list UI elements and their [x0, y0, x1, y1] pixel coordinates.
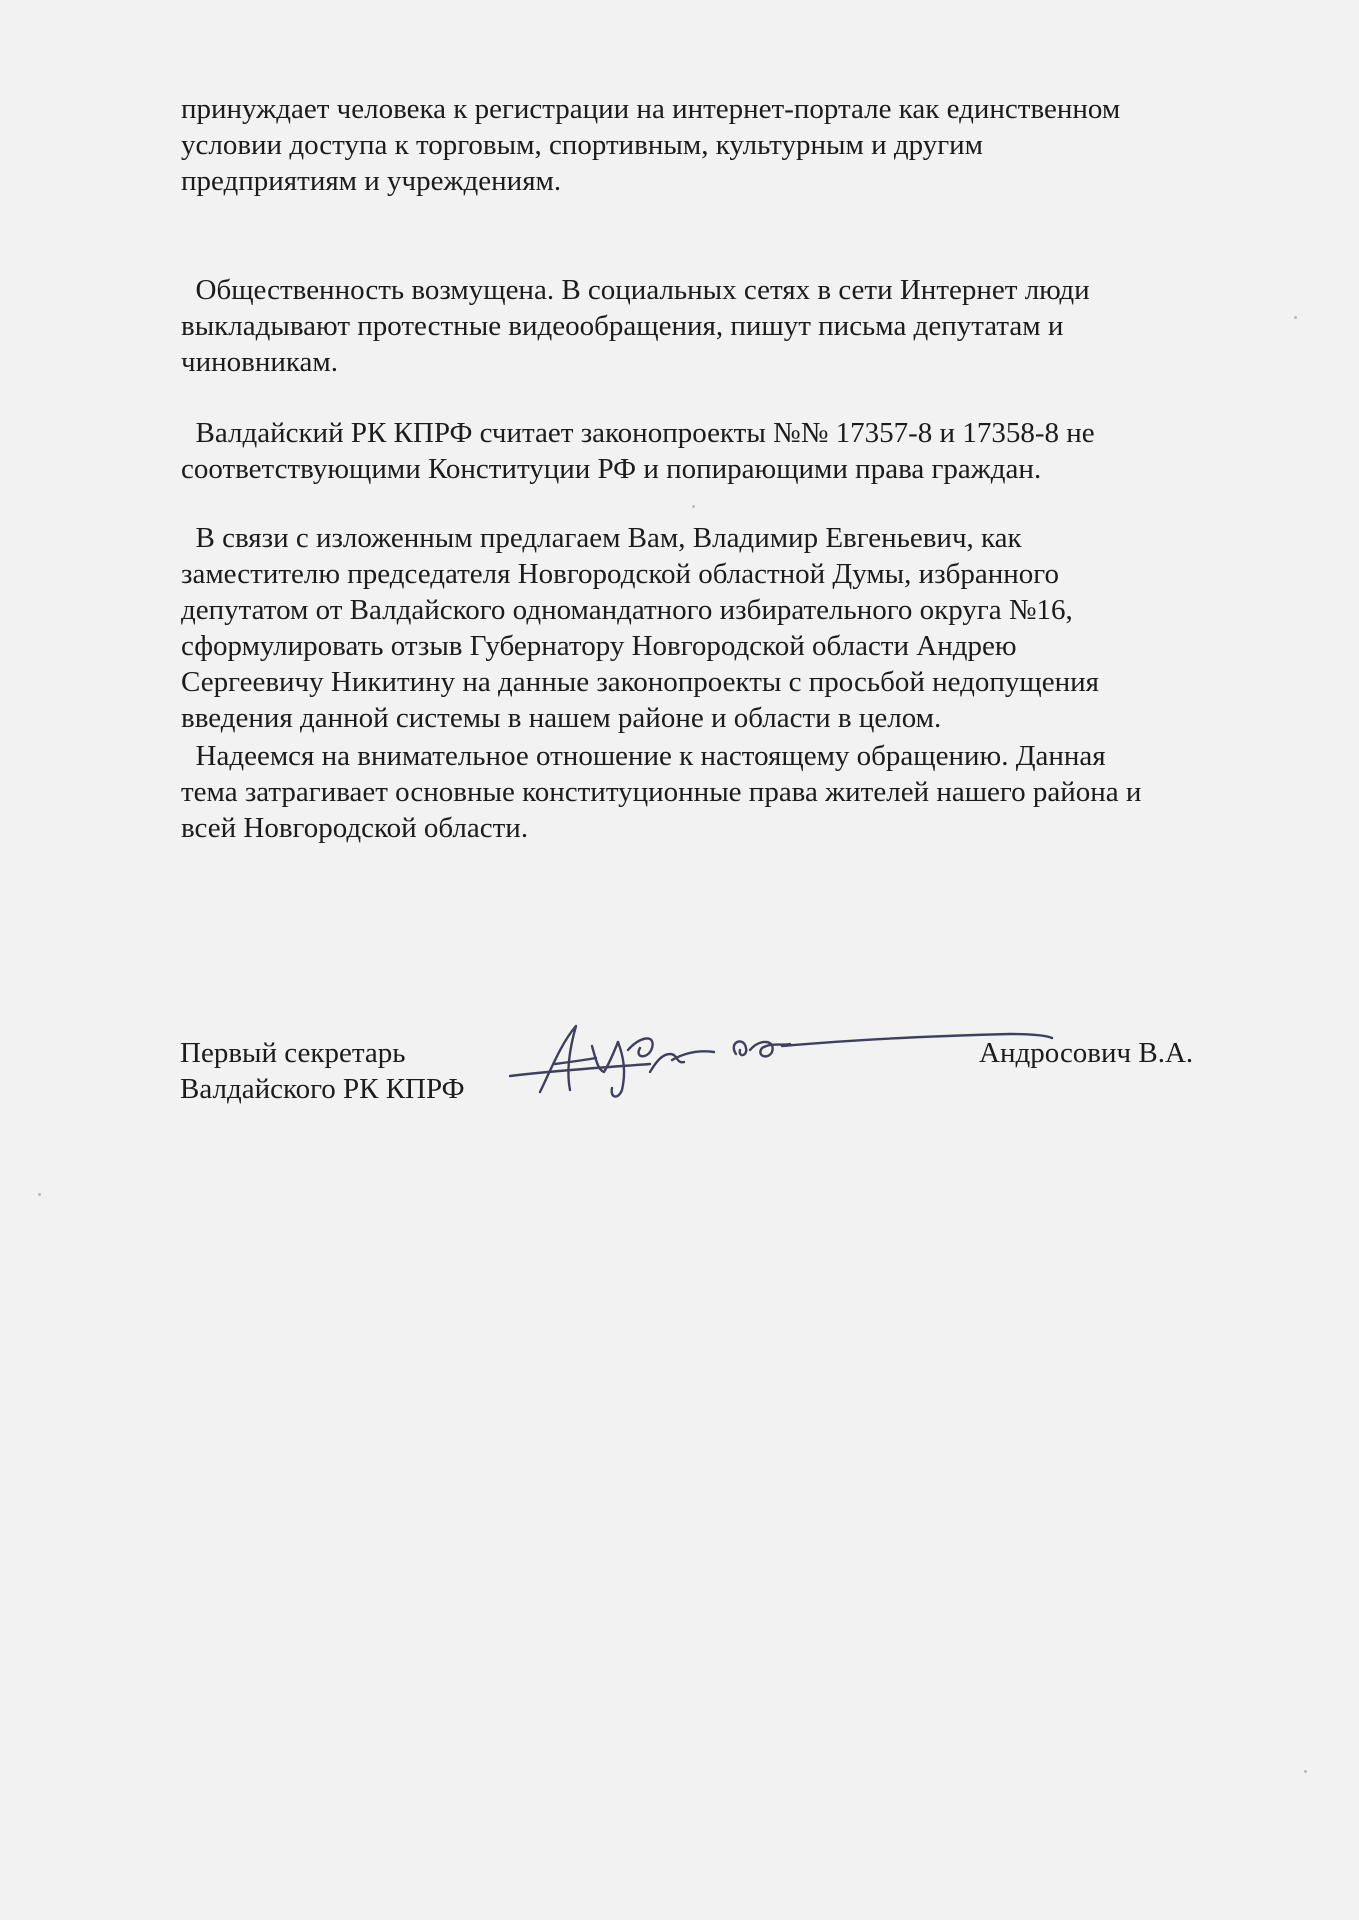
organization-name: Валдайского РК КПРФ: [180, 1073, 465, 1105]
paragraph-line: условии доступа к торговым, спортивным, культурным и другим: [181, 129, 983, 161]
paragraph-line: введения данной системы в нашем районе и области в целом.: [181, 702, 942, 734]
position-title: Первый секретарь: [180, 1037, 406, 1069]
paragraph-line: предприятиям и учреждениям.: [181, 165, 562, 197]
handwritten-signature: [500, 1012, 1060, 1112]
signatory-name: Андросович В.А.: [979, 1037, 1194, 1069]
paragraph-line: Валдайский РК КПРФ считает законопроекты №№ 17357-8 и 17358-8 не: [181, 417, 1095, 449]
paragraph-line: всей Новгородской области.: [181, 812, 529, 844]
paragraph-2: [181, 272, 1251, 380]
paragraph-line: В связи с изложенным предлагаем Вам, Владимир Евгеньевич, как: [181, 522, 1022, 554]
paper-speck: [692, 505, 695, 508]
paragraph-line: заместителю председателя Новгородской областной Думы, избранного: [181, 558, 1059, 590]
paragraph-1: [181, 91, 1251, 199]
paragraph-3: [181, 415, 1251, 487]
paragraph-line: тема затрагивает основные конституционные права жителей нашего района и: [181, 776, 1142, 808]
paragraph-4: [181, 520, 1251, 736]
paragraph-line: чиновникам.: [181, 346, 338, 378]
signatory-position: [180, 1035, 465, 1107]
paper-speck: [38, 1193, 41, 1196]
paragraph-line: соответствующими Конституции РФ и попирающими права граждан.: [181, 453, 1042, 485]
paper-speck: [1304, 1770, 1307, 1773]
paragraph-line: Надеемся на внимательное отношение к настоящему обращению. Данная: [181, 740, 1106, 772]
paragraph-5: [181, 738, 1251, 846]
paragraph-line: сформулировать отзыв Губернатору Новгородской области Андрею: [181, 630, 1017, 662]
paragraph-line: депутатом от Валдайского одномандатного избирательного округа №16,: [181, 594, 1073, 626]
paragraph-line: Общественность возмущена. В социальных сетях в сети Интернет люди: [181, 274, 1090, 306]
paragraph-line: выкладывают протестные видеообращения, пишут письма депутатам и: [181, 310, 1064, 342]
paragraph-line: принуждает человека к регистрации на интернет-портале как единственном: [181, 93, 1121, 125]
paper-speck: [1294, 316, 1297, 319]
paragraph-line: Сергеевичу Никитину на данные законопроекты с просьбой недопущения: [181, 666, 1099, 698]
